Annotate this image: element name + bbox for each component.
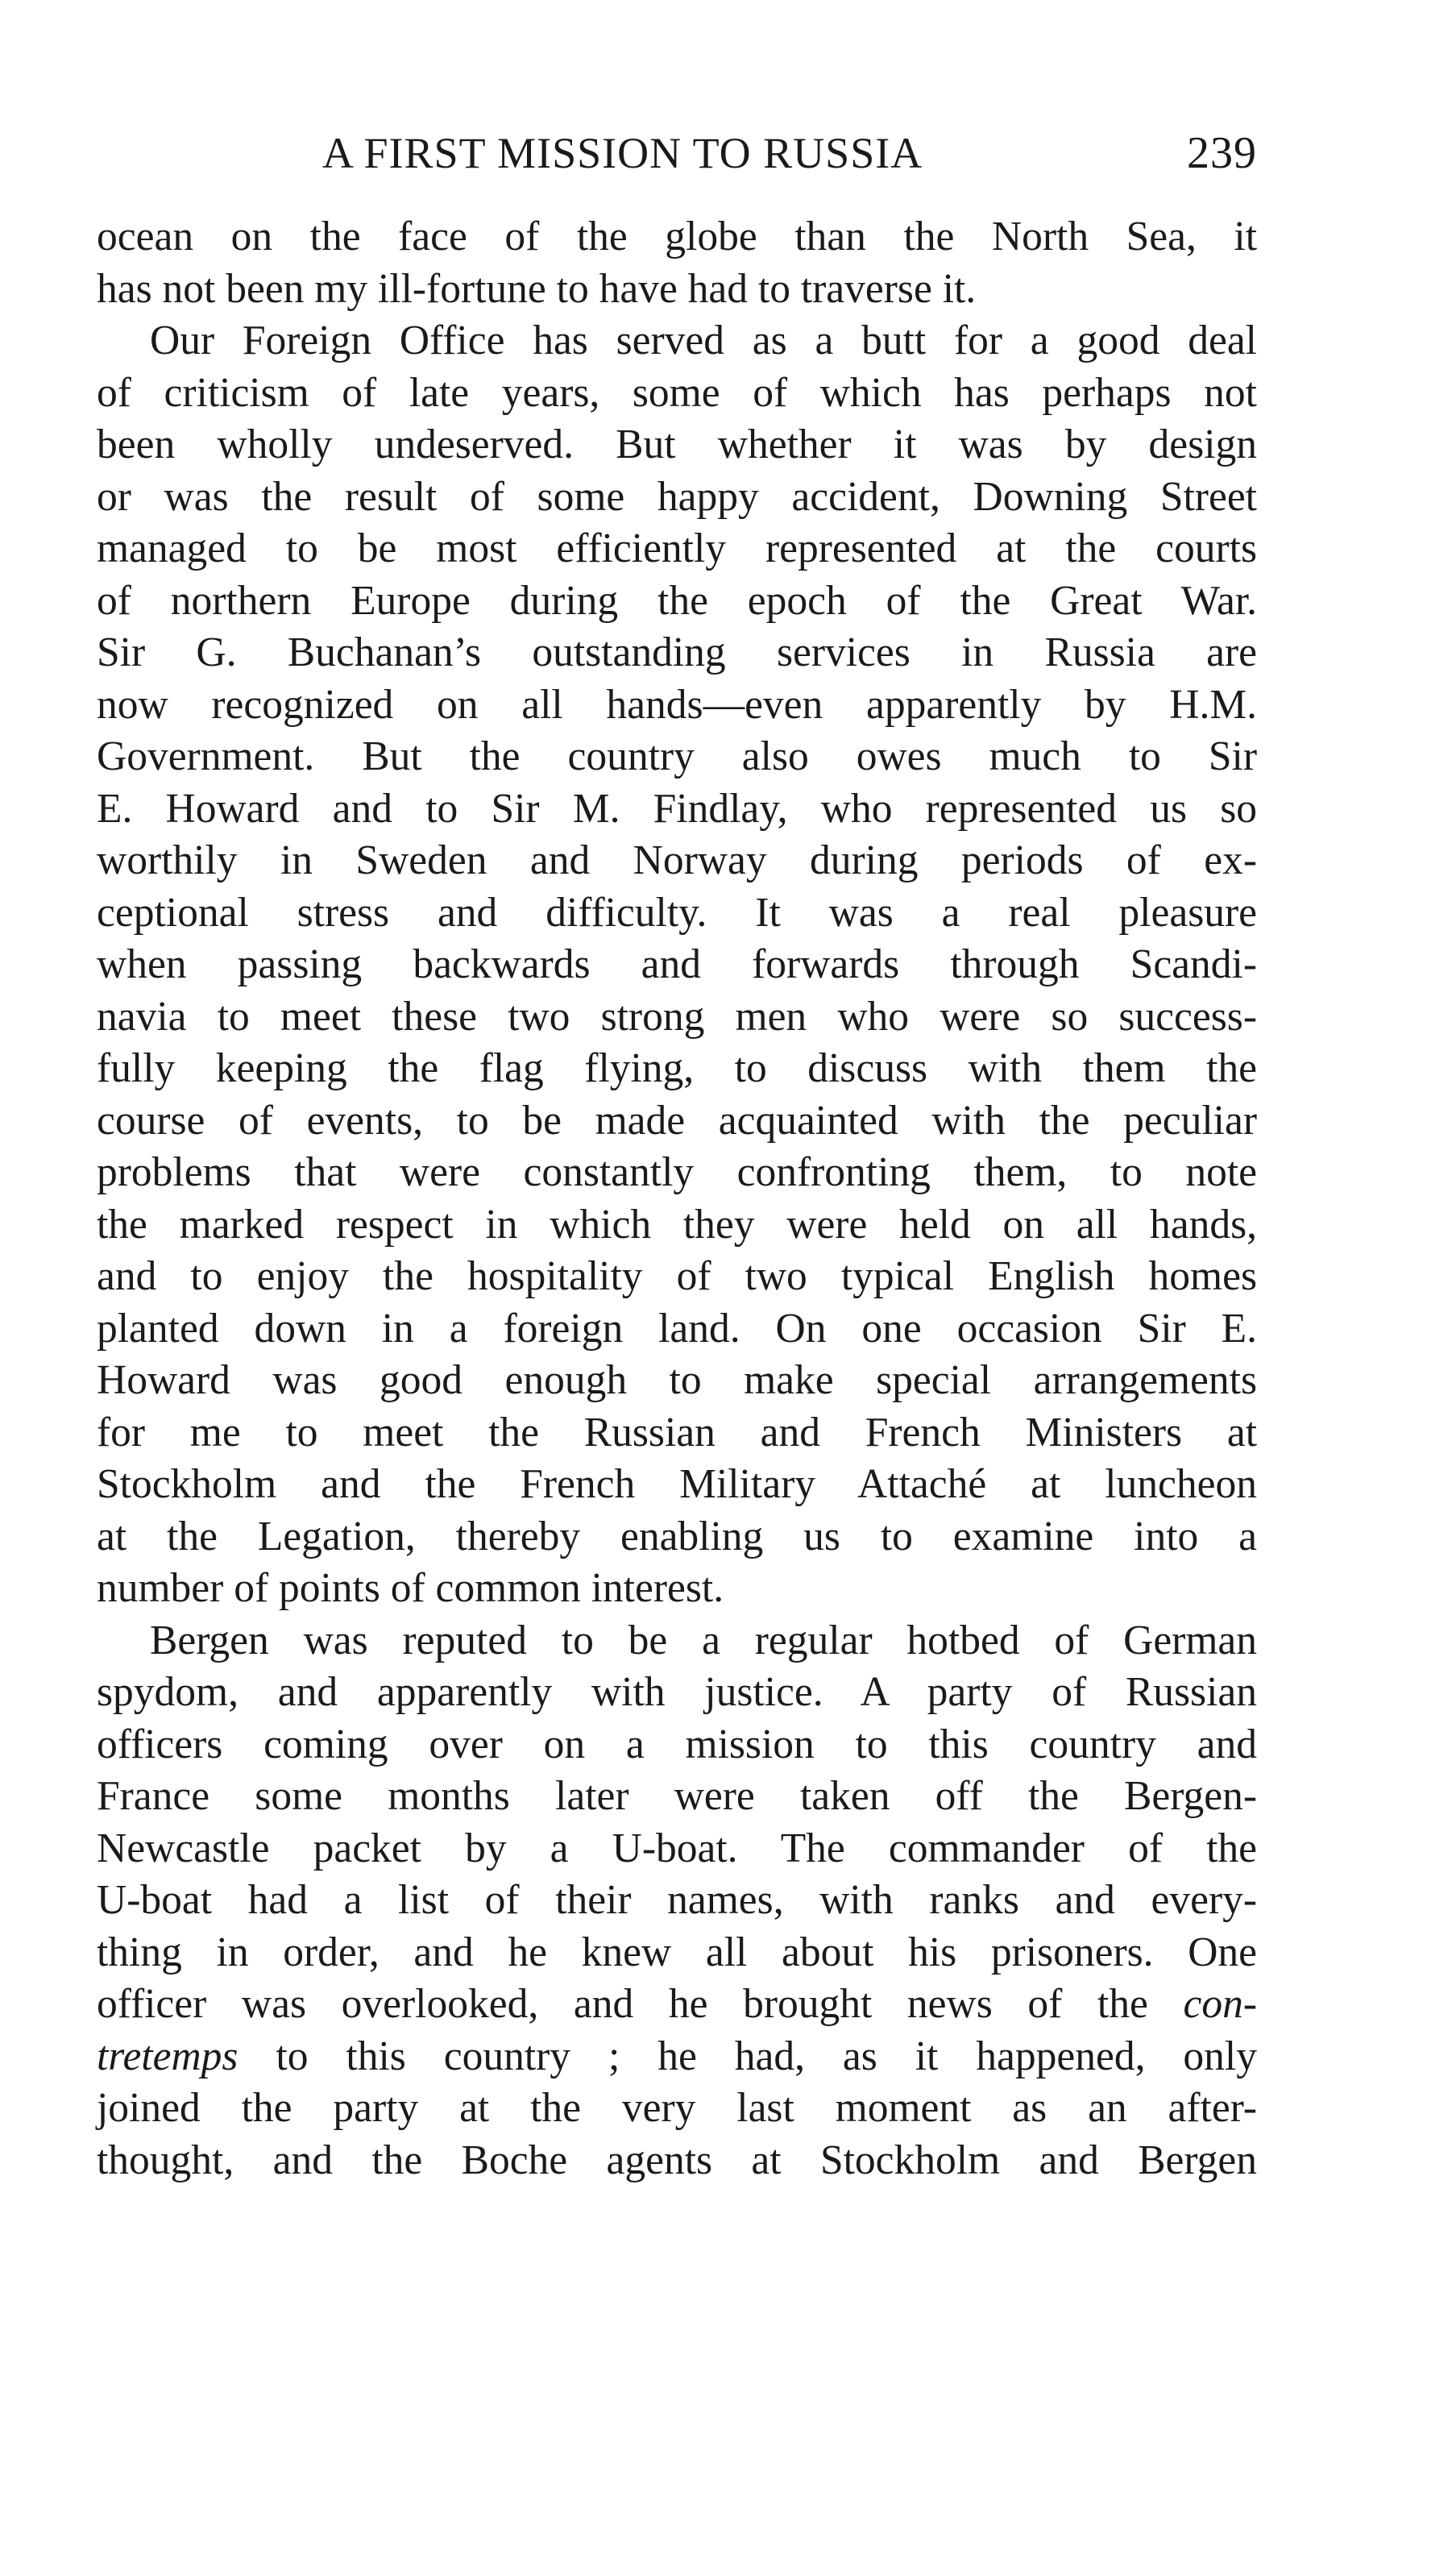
text-line: planted down in a foreign land. On one occasion Sir E. [97, 1305, 1257, 1352]
text-line: at the Legation, thereby enabling us to examine into a [97, 1513, 1257, 1559]
text-line: France some months later were taken off the Bergen- [97, 1773, 1257, 1819]
text-line: Bergen was reputed to be a regular hotbed of German [150, 1617, 1257, 1663]
text-line: fully keeping the flag flying, to discuss with them the [97, 1045, 1257, 1091]
text-line: now recognized on all hands—even apparently by H.M. [97, 681, 1257, 728]
text-line: worthily in Sweden and Norway during periods of ex- [97, 837, 1257, 883]
text-line-with-italic [97, 2031, 1257, 2083]
text-line: for me to meet the Russian and French Ministers at [97, 1409, 1257, 1456]
text-line: been wholly undeserved. But whether it was by design [97, 422, 1257, 467]
text-line: or was the result of some happy accident, Downing Street [97, 473, 1257, 520]
text-line: navia to meet these two strong men who were so success- [97, 993, 1257, 1040]
text-line: U-boat had a list of their names, with ranks and every- [97, 1877, 1257, 1923]
text-line: ocean on the face of the globe than the North Sea, it [97, 214, 1257, 260]
text-line: Sir G. Buchanan’s outstanding services in Russia are [97, 629, 1257, 675]
running-title: A FIRST MISSION TO RUSSIA [322, 129, 923, 177]
text-line: managed to be most efficiently represented at the courts [97, 525, 1257, 571]
text-line: ceptional stress and difficulty. It was a real pleasure [97, 889, 1257, 936]
body-text [97, 211, 1257, 2186]
text-line: joined the party at the very last moment as an after- [97, 2085, 1257, 2131]
text-line: course of events, to be made acquainted with the peculiar [97, 1097, 1257, 1144]
text-segment: to this country ; he had, as it happened, only [276, 2033, 1257, 2079]
text-line: of northern Europe during the epoch of the Great War. [97, 577, 1257, 624]
text-line: has not been my ill-fortune to have had to traverse it. [97, 265, 977, 312]
text-line: thought, and the Boche agents at Stockholm and Bergen [97, 2137, 1257, 2183]
text-line: officers coming over on a mission to this country and [97, 1721, 1257, 1767]
text-line-with-italic [97, 1979, 1257, 2031]
paragraph-2 [97, 315, 1257, 1615]
paragraph-3 [97, 1615, 1257, 2187]
text-line: Government. But the country also owes much to Sir [97, 733, 1257, 779]
text-segment: officer was overlooked, and he brought news of the [97, 1981, 1148, 2027]
italic-word: con- [1183, 1981, 1257, 2027]
text-line: Howard was good enough to make special arrangements [97, 1357, 1257, 1403]
text-line: problems that were constantly confronting them, to note [97, 1149, 1257, 1195]
running-head [97, 121, 1257, 185]
text-line: number of points of common interest. [97, 1565, 724, 1611]
text-line: Newcastle packet by a U-boat. The commander of the [97, 1825, 1257, 1871]
text-line: of criticism of late years, some of which has perhaps not [97, 369, 1257, 416]
text-line: thing in order, and he knew all about his prisoners. One [97, 1929, 1257, 1975]
text-line: when passing backwards and forwards through Scandi- [97, 941, 1257, 987]
text-line: E. Howard and to Sir M. Findlay, who represented us so [97, 785, 1257, 832]
text-line: the marked respect in which they were held on all hands, [97, 1201, 1257, 1248]
text-line: Stockholm and the French Military Attaché at luncheon [97, 1461, 1257, 1507]
text-line: and to enjoy the hospitality of two typical English homes [97, 1253, 1257, 1299]
paragraph-1 [97, 211, 1257, 315]
text-line: spydom, and apparently with justice. A party of Russian [97, 1669, 1257, 1715]
page-number: 239 [1187, 128, 1257, 178]
text-line: Our Foreign Office has served as a butt for a good deal [150, 318, 1257, 363]
italic-word: tretemps [97, 2033, 239, 2079]
